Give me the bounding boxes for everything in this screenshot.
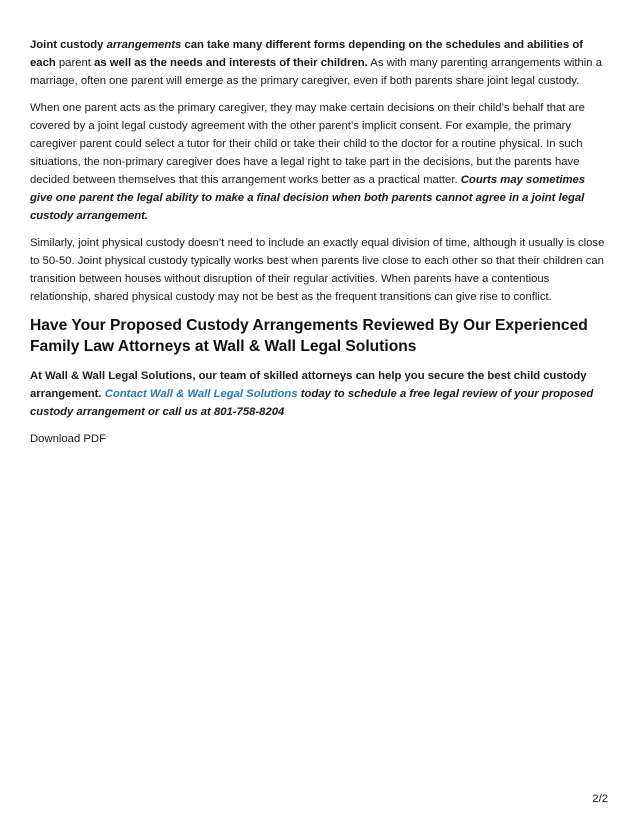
paragraph-primary-caregiver xyxy=(30,99,610,225)
text-bold: Joint custody xyxy=(30,39,107,51)
text-regular: parent xyxy=(55,57,95,69)
text-regular: Similarly, joint physical custody doesn’t need to include an exactly equal division of time, although it usually is close to 50-50. Joint physical custody typically works best when parents live close to each other so that their children can transition between houses without disruption of their regular activities. When parents have a contentious relationship, shared physical custody may not be best as the frequent transitions can give rise to conflict. xyxy=(30,237,605,303)
download-pdf-link[interactable]: Download PDF xyxy=(30,433,106,445)
text-bold-italic: arrangements xyxy=(106,39,182,51)
text-bold: At Wall & Wall Legal Solutions, our team of skilled attorneys can help you secure the best child custody arrangement. xyxy=(30,370,587,400)
paragraph-joint-custody xyxy=(30,36,610,90)
text-bold: as well as the needs and interests of their children. xyxy=(94,57,368,69)
text-bold-italic: today to schedule a free legal review of your proposed custody arrangement or call us at 801-758-8204 xyxy=(30,388,594,418)
document-page xyxy=(30,36,610,448)
paragraph-call-to-action xyxy=(30,367,610,421)
contact-link[interactable]: Contact Wall & Wall Legal Solutions xyxy=(104,388,298,400)
text-regular: When one parent acts as the primary caregiver, they may make certain decisions on their child’s behalf that are covered by a joint legal custody agreement with the other parent’s implicit consent. For example, the primary caregiver parent could select a tutor for their child or take their child to the doctor for a routine physical. In such situations, the non-primary caregiver does have a legal right to take part in the decisions, but the parents have decided between themselves that this arrangement works better as a practical matter. xyxy=(30,102,585,186)
text-bold: can take many different forms depending on the schedules and abilities of each xyxy=(30,39,584,69)
paragraph-physical-custody xyxy=(30,234,610,306)
page-number: 2/2 xyxy=(592,793,608,805)
text-regular: As with many parenting arrangements within a marriage, often one parent will emerge as the primary caregiver, even if both parents share joint legal custody. xyxy=(30,57,602,87)
text-bold-italic: Courts may sometimes give one parent the legal ability to make a final decision when both parents cannot agree in a joint legal custody arrangement. xyxy=(30,174,586,222)
section-heading: Have Your Proposed Custody Arrangements Reviewed By Our Experienced Family Law Attorneys at Wall & Wall Legal Solutions xyxy=(30,317,588,355)
